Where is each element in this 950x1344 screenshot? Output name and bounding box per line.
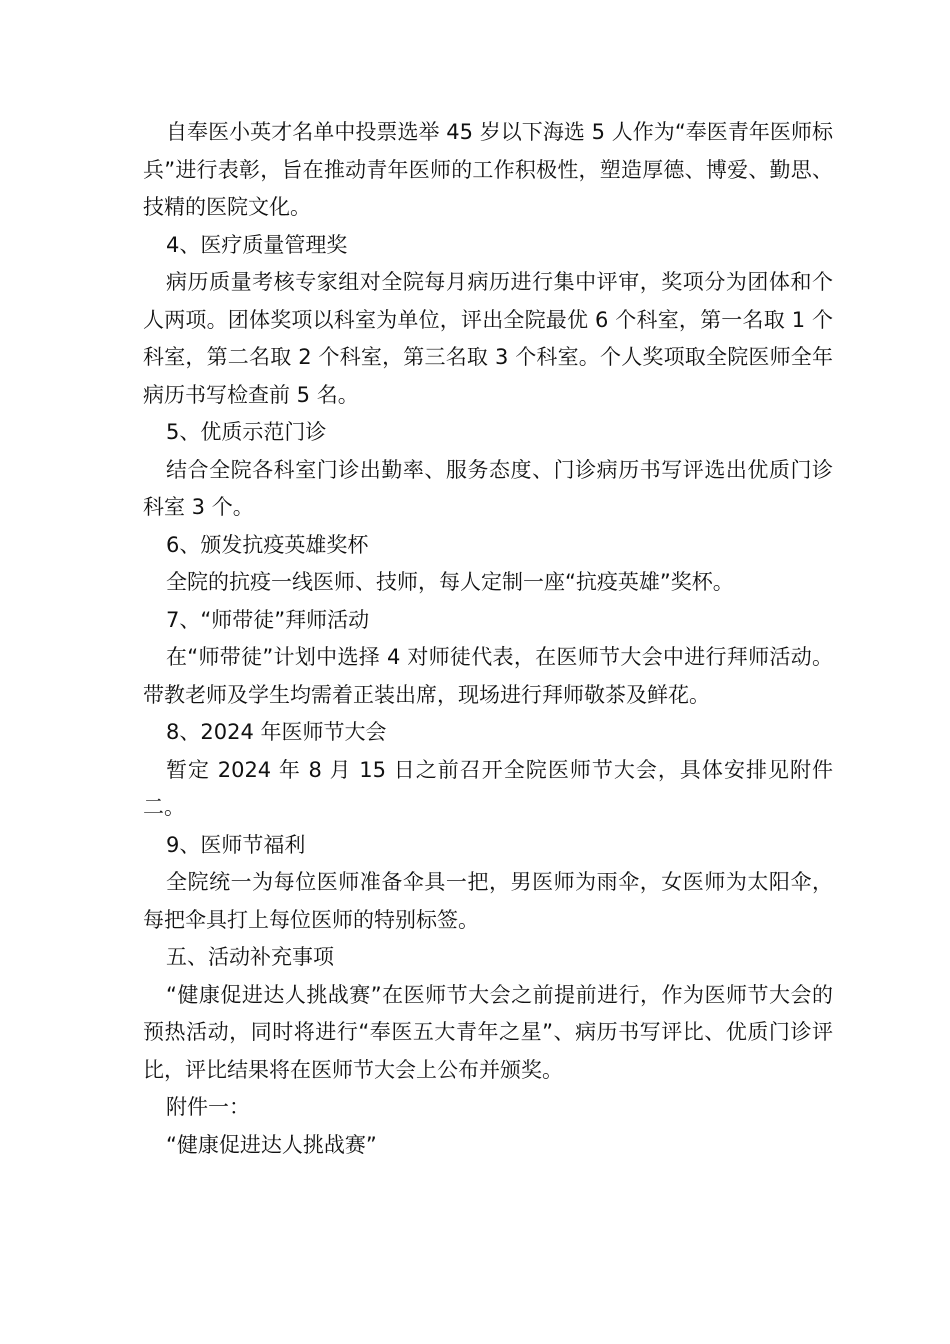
document-page: [143, 114, 833, 1164]
paragraph-supplementary: “健康促进达人挑战赛”在医师节大会之前提前进行，作为医师节大会的预热活动，同时将进行“奉医五大青年之星”、病历书写评比、优质门诊评比，评比结果将在医师节大会上公布并颁奖。: [143, 982, 833, 1082]
heading-hero-trophy: 6、颁发抗疫英雄奖杯: [166, 532, 369, 557]
paragraph-medical-quality-award: 病历质量考核专家组对全院每月病历进行集中评审，奖项分为团体和个人两项。团体奖项以科室为单位，评出全院最优 6 个科室，第一名取 1 个科室，第二名取 2 个科室，第三名取 3 个科室。个人奖项取全院医师全年病历书写检查前 5 名。: [143, 270, 833, 407]
heading-medical-quality-award: 4、医疗质量管理奖: [166, 232, 348, 257]
heading-quality-clinic: 5、优质示范门诊: [166, 420, 327, 444]
heading-conference: 8、2024 年医师节大会: [166, 720, 387, 744]
paragraph-mentorship: 在“师带徒”计划中选择 4 对师徒代表，在医师节大会中进行拜师活动。带教老师及学生均需着正装出席，现场进行拜师敬茶及鲜花。: [143, 645, 833, 707]
paragraph-youth-award: 自奉医小英才名单中投票选举 45 岁以下海选 5 人作为“奉医青年医师标兵”进行表彰，旨在推动青年医师的工作积极性，塑造厚德、博爱、勤思、技精的医院文化。: [143, 120, 833, 219]
heading-welfare: 9、医师节福利: [166, 832, 306, 857]
paragraph-quality-clinic: 结合全院各科室门诊出勤率、服务态度、门诊病历书写评选出优质门诊科室 3 个。: [143, 457, 833, 519]
heading-mentorship: 7、“师带徒”拜师活动: [166, 607, 370, 632]
heading-attachment-one: 附件一：: [166, 1095, 250, 1119]
heading-supplementary: 五、活动补充事项: [166, 945, 334, 969]
paragraph-hero-trophy: 全院的抗疫一线医师、技师，每人定制一座“抗疫英雄”奖杯。: [166, 570, 734, 594]
paragraph-welfare: 全院统一为每位医师准备伞具一把，男医师为雨伞，女医师为太阳伞，每把伞具打上每位医师的特别标签。: [143, 870, 833, 932]
paragraph-conference: 暂定 2024 年 8 月 15 日之前召开全院医师节大会，具体安排见附件二。: [143, 757, 833, 819]
heading-challenge-title: “健康促进达人挑战赛”: [166, 1132, 377, 1157]
